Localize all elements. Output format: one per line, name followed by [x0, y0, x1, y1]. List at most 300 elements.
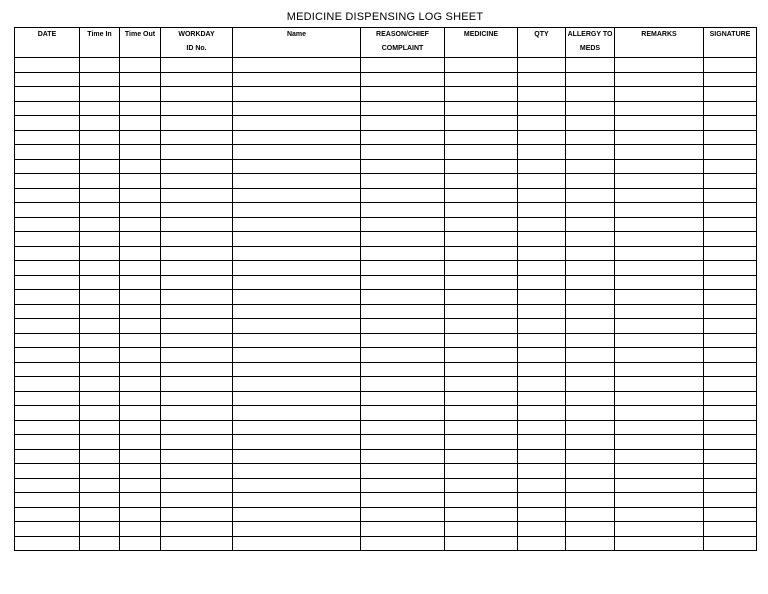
log-row	[15, 304, 757, 319]
log-cell	[80, 333, 120, 348]
log-cell	[361, 478, 445, 493]
log-row	[15, 130, 757, 145]
log-cell	[566, 261, 615, 276]
log-cell	[233, 101, 361, 116]
log-cell	[518, 101, 566, 116]
log-cell	[361, 101, 445, 116]
log-row	[15, 319, 757, 334]
log-cell	[120, 507, 161, 522]
log-cell	[361, 275, 445, 290]
log-cell	[704, 116, 757, 131]
log-cell	[615, 58, 704, 73]
log-cell	[518, 406, 566, 421]
log-cell	[615, 188, 704, 203]
log-row	[15, 420, 757, 435]
log-cell	[615, 174, 704, 189]
log-cell	[704, 435, 757, 450]
log-cell	[233, 406, 361, 421]
log-cell	[120, 217, 161, 232]
log-cell	[361, 420, 445, 435]
log-cell	[445, 507, 518, 522]
log-cell	[161, 406, 233, 421]
log-cell	[518, 507, 566, 522]
log-cell	[233, 87, 361, 102]
log-cell	[566, 116, 615, 131]
header-row	[15, 28, 757, 58]
log-cell	[80, 159, 120, 174]
log-cell	[615, 261, 704, 276]
column-header-time-out: Time Out	[120, 28, 161, 58]
log-cell	[704, 536, 757, 551]
log-cell	[566, 333, 615, 348]
log-cell	[80, 319, 120, 334]
log-cell	[518, 203, 566, 218]
log-cell	[615, 362, 704, 377]
log-cell	[445, 348, 518, 363]
log-cell	[445, 130, 518, 145]
log-cell	[566, 188, 615, 203]
log-cell	[518, 333, 566, 348]
log-cell	[361, 449, 445, 464]
log-cell	[615, 464, 704, 479]
column-header-name: Name	[233, 28, 361, 58]
log-cell	[15, 246, 80, 261]
log-cell	[566, 246, 615, 261]
log-row	[15, 87, 757, 102]
log-cell	[704, 319, 757, 334]
log-row	[15, 145, 757, 160]
log-cell	[615, 406, 704, 421]
log-cell	[161, 449, 233, 464]
log-row	[15, 101, 757, 116]
log-cell	[615, 333, 704, 348]
log-cell	[704, 58, 757, 73]
log-cell	[445, 145, 518, 160]
log-cell	[566, 130, 615, 145]
log-cell	[704, 246, 757, 261]
log-cell	[361, 377, 445, 392]
log-cell	[15, 319, 80, 334]
log-cell	[80, 406, 120, 421]
column-header-date: DATE	[15, 28, 80, 58]
log-cell	[566, 203, 615, 218]
log-cell	[80, 493, 120, 508]
log-row	[15, 116, 757, 131]
log-cell	[361, 232, 445, 247]
log-cell	[361, 116, 445, 131]
log-cell	[161, 101, 233, 116]
log-row	[15, 536, 757, 551]
log-cell	[120, 464, 161, 479]
log-cell	[518, 217, 566, 232]
log-cell	[704, 420, 757, 435]
log-cell	[233, 449, 361, 464]
log-cell	[361, 72, 445, 87]
log-cell	[566, 420, 615, 435]
log-cell	[566, 58, 615, 73]
log-cell	[361, 507, 445, 522]
log-row	[15, 58, 757, 73]
log-cell	[361, 58, 445, 73]
log-cell	[445, 87, 518, 102]
log-cell	[445, 159, 518, 174]
log-cell	[704, 478, 757, 493]
log-row	[15, 464, 757, 479]
log-cell	[161, 130, 233, 145]
log-cell	[233, 130, 361, 145]
log-cell	[15, 536, 80, 551]
log-cell	[615, 449, 704, 464]
log-cell	[120, 72, 161, 87]
log-cell	[80, 290, 120, 305]
log-cell	[704, 493, 757, 508]
log-cell	[120, 333, 161, 348]
log-cell	[120, 348, 161, 363]
log-cell	[704, 290, 757, 305]
log-cell	[615, 478, 704, 493]
log-cell	[233, 261, 361, 276]
log-cell	[518, 246, 566, 261]
page-title: MEDICINE DISPENSING LOG SHEET	[286, 11, 484, 23]
log-row	[15, 449, 757, 464]
log-cell	[15, 174, 80, 189]
log-cell	[615, 377, 704, 392]
log-cell	[615, 116, 704, 131]
log-cell	[361, 333, 445, 348]
log-cell	[615, 420, 704, 435]
log-cell	[361, 464, 445, 479]
log-cell	[80, 449, 120, 464]
log-cell	[615, 145, 704, 160]
log-cell	[704, 348, 757, 363]
log-row	[15, 493, 757, 508]
log-row	[15, 246, 757, 261]
log-cell	[15, 362, 80, 377]
log-cell	[445, 333, 518, 348]
log-cell	[80, 522, 120, 537]
column-header-time-in: Time In	[80, 28, 120, 58]
log-cell	[120, 449, 161, 464]
log-cell	[120, 58, 161, 73]
log-cell	[518, 478, 566, 493]
log-cell	[566, 449, 615, 464]
log-cell	[566, 87, 615, 102]
log-cell	[361, 362, 445, 377]
log-cell	[161, 87, 233, 102]
log-cell	[566, 319, 615, 334]
log-cell	[361, 536, 445, 551]
log-row	[15, 290, 757, 305]
log-cell	[120, 203, 161, 218]
log-cell	[615, 203, 704, 218]
log-cell	[80, 304, 120, 319]
log-cell	[615, 522, 704, 537]
log-cell	[566, 362, 615, 377]
log-cell	[80, 362, 120, 377]
log-cell	[80, 87, 120, 102]
log-cell	[518, 275, 566, 290]
log-cell	[161, 507, 233, 522]
log-cell	[161, 72, 233, 87]
log-cell	[80, 188, 120, 203]
log-cell	[361, 246, 445, 261]
log-cell	[361, 435, 445, 450]
log-cell	[615, 159, 704, 174]
log-cell	[80, 217, 120, 232]
log-row	[15, 72, 757, 87]
log-cell	[566, 522, 615, 537]
log-cell	[161, 333, 233, 348]
log-cell	[704, 174, 757, 189]
log-row	[15, 333, 757, 348]
log-row	[15, 348, 757, 363]
log-cell	[161, 478, 233, 493]
log-cell	[161, 536, 233, 551]
log-cell	[566, 377, 615, 392]
log-cell	[518, 348, 566, 363]
log-cell	[566, 275, 615, 290]
log-cell	[566, 464, 615, 479]
log-cell	[445, 304, 518, 319]
log-row	[15, 174, 757, 189]
log-cell	[704, 507, 757, 522]
log-cell	[15, 261, 80, 276]
log-cell	[518, 232, 566, 247]
column-header-allergy: ALLERGY TO MEDS	[566, 28, 615, 58]
log-cell	[80, 377, 120, 392]
log-cell	[518, 362, 566, 377]
log-cell	[120, 174, 161, 189]
log-cell	[120, 116, 161, 131]
log-cell	[161, 203, 233, 218]
log-row	[15, 203, 757, 218]
log-cell	[120, 377, 161, 392]
log-cell	[615, 130, 704, 145]
log-cell	[566, 507, 615, 522]
log-cell	[445, 203, 518, 218]
log-cell	[120, 159, 161, 174]
log-cell	[80, 478, 120, 493]
log-cell	[80, 130, 120, 145]
log-cell	[80, 145, 120, 160]
log-cell	[80, 174, 120, 189]
log-cell	[120, 232, 161, 247]
column-header-reason: REASON/CHIEF COMPLAINT	[361, 28, 445, 58]
log-cell	[615, 304, 704, 319]
log-cell	[120, 406, 161, 421]
log-cell	[566, 478, 615, 493]
log-cell	[15, 116, 80, 131]
log-row	[15, 522, 757, 537]
log-cell	[15, 507, 80, 522]
log-row	[15, 478, 757, 493]
log-cell	[161, 58, 233, 73]
log-cell	[80, 435, 120, 450]
log-cell	[120, 246, 161, 261]
log-cell	[120, 420, 161, 435]
log-cell	[445, 391, 518, 406]
log-cell	[518, 72, 566, 87]
log-cell	[704, 188, 757, 203]
log-cell	[361, 145, 445, 160]
log-cell	[233, 217, 361, 232]
log-cell	[120, 290, 161, 305]
log-cell	[704, 362, 757, 377]
log-cell	[615, 217, 704, 232]
log-cell	[518, 319, 566, 334]
log-cell	[704, 406, 757, 421]
log-cell	[615, 72, 704, 87]
log-row	[15, 391, 757, 406]
log-cell	[15, 188, 80, 203]
log-cell	[233, 536, 361, 551]
log-cell	[518, 420, 566, 435]
log-cell	[518, 435, 566, 450]
log-cell	[566, 145, 615, 160]
log-cell	[15, 478, 80, 493]
log-cell	[615, 232, 704, 247]
log-cell	[518, 522, 566, 537]
log-cell	[518, 130, 566, 145]
log-cell	[445, 522, 518, 537]
log-cell	[518, 145, 566, 160]
log-cell	[80, 101, 120, 116]
log-cell	[120, 362, 161, 377]
log-cell	[566, 232, 615, 247]
log-cell	[15, 377, 80, 392]
log-cell	[445, 101, 518, 116]
log-cell	[161, 522, 233, 537]
log-cell	[161, 377, 233, 392]
log-cell	[161, 348, 233, 363]
log-cell	[80, 420, 120, 435]
log-cell	[80, 275, 120, 290]
log-cell	[518, 377, 566, 392]
log-cell	[15, 290, 80, 305]
log-cell	[233, 116, 361, 131]
log-cell	[233, 464, 361, 479]
log-cell	[704, 377, 757, 392]
log-cell	[233, 275, 361, 290]
log-cell	[361, 130, 445, 145]
log-cell	[233, 319, 361, 334]
log-cell	[615, 536, 704, 551]
column-header-medicine: MEDICINE	[445, 28, 518, 58]
log-cell	[704, 217, 757, 232]
log-cell	[233, 435, 361, 450]
log-cell	[120, 493, 161, 508]
log-cell	[161, 290, 233, 305]
log-cell	[361, 290, 445, 305]
log-cell	[518, 536, 566, 551]
log-cell	[566, 493, 615, 508]
log-cell	[445, 406, 518, 421]
log-cell	[445, 435, 518, 450]
log-cell	[361, 304, 445, 319]
log-cell	[233, 58, 361, 73]
log-cell	[15, 159, 80, 174]
log-cell	[161, 261, 233, 276]
log-cell	[704, 333, 757, 348]
log-cell	[233, 478, 361, 493]
log-cell	[15, 333, 80, 348]
log-cell	[518, 159, 566, 174]
log-cell	[15, 275, 80, 290]
log-row	[15, 435, 757, 450]
log-cell	[615, 101, 704, 116]
log-cell	[566, 536, 615, 551]
log-cell	[80, 246, 120, 261]
log-cell	[15, 87, 80, 102]
log-cell	[704, 145, 757, 160]
log-cell	[161, 217, 233, 232]
log-cell	[161, 391, 233, 406]
log-cell	[15, 101, 80, 116]
log-cell	[233, 203, 361, 218]
log-cell	[161, 159, 233, 174]
log-cell	[704, 261, 757, 276]
log-row	[15, 377, 757, 392]
log-cell	[233, 420, 361, 435]
log-cell	[233, 377, 361, 392]
log-cell	[120, 275, 161, 290]
dispensing-log-table	[14, 27, 757, 551]
log-cell	[445, 275, 518, 290]
log-row	[15, 188, 757, 203]
log-body	[15, 58, 757, 551]
log-cell	[704, 72, 757, 87]
log-cell	[15, 522, 80, 537]
log-cell	[161, 493, 233, 508]
log-cell	[161, 464, 233, 479]
log-row	[15, 406, 757, 421]
log-cell	[704, 87, 757, 102]
log-cell	[120, 522, 161, 537]
log-cell	[615, 507, 704, 522]
log-cell	[566, 435, 615, 450]
log-cell	[566, 391, 615, 406]
log-cell	[120, 319, 161, 334]
log-cell	[615, 391, 704, 406]
log-cell	[445, 449, 518, 464]
log-row	[15, 232, 757, 247]
log-cell	[161, 246, 233, 261]
log-cell	[120, 478, 161, 493]
log-cell	[361, 217, 445, 232]
log-cell	[518, 58, 566, 73]
log-cell	[566, 72, 615, 87]
log-cell	[15, 348, 80, 363]
log-cell	[518, 87, 566, 102]
log-cell	[233, 159, 361, 174]
log-cell	[704, 304, 757, 319]
log-cell	[445, 116, 518, 131]
log-cell	[615, 246, 704, 261]
log-cell	[704, 275, 757, 290]
log-cell	[445, 536, 518, 551]
log-cell	[15, 449, 80, 464]
log-row	[15, 362, 757, 377]
log-cell	[120, 188, 161, 203]
log-cell	[615, 435, 704, 450]
log-row	[15, 275, 757, 290]
log-cell	[80, 536, 120, 551]
column-header-remarks: REMARKS	[615, 28, 704, 58]
log-cell	[120, 304, 161, 319]
log-cell	[233, 72, 361, 87]
log-cell	[518, 304, 566, 319]
log-cell	[445, 188, 518, 203]
